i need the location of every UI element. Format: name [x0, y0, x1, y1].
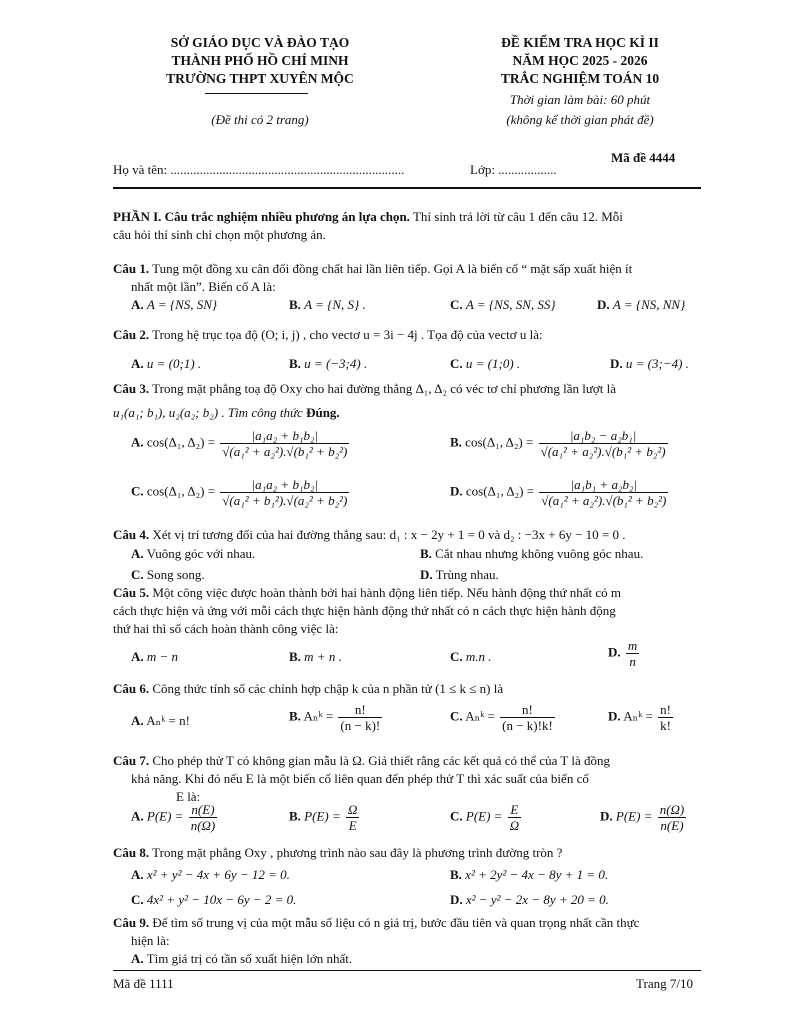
question-5-cont: cách thực hiện và ứng với mỗi cách thực hiện hành động thứ nhất có n cách thực hiện hành động: [113, 603, 616, 618]
exam-header: [455, 34, 705, 88]
footer-divider: [113, 970, 701, 971]
q9-option-a[interactable]: A. Tìm giá trị có tần số xuất hiện lớn nhất.: [131, 951, 353, 966]
q4-option-b[interactable]: B. Cắt nhau nhưng không vuông góc nhau.: [420, 546, 644, 561]
question-6: Câu 6. Công thức tính số các chỉnh hợp chập k của n phần tử (1 ≤ k ≤ n) là: [113, 681, 504, 696]
school-name: TRƯỜNG THPT XUYÊN MỘC: [166, 71, 354, 86]
q6-option-b[interactable]: B. Aₙᵏ = $\frac{n!}{(n - k)!}$: [289, 702, 381, 733]
q5-d-fraction: $\frac{m}{n}$: [627, 638, 638, 669]
name-field: Họ và tên: ........................................................................: [113, 162, 405, 177]
q1-option-a[interactable]: A. A = {NS, SN}: [131, 297, 218, 312]
q1-option-b[interactable]: B. A = {N, S} .: [289, 297, 366, 312]
question-7-cont: khả năng. Khi đó nếu E là một biến cố liên quan đến phép thử T thì xác suất của biến cố: [131, 771, 589, 786]
header-underline: [205, 93, 308, 94]
question-9-cont: hiện là:: [131, 933, 170, 948]
q8-option-a[interactable]: A. x² + y² − 4x + 6y − 12 = 0.: [131, 867, 290, 882]
q4-option-c[interactable]: C. Song song.: [131, 567, 205, 582]
page-count-note: (Đề thi có 2 trang): [211, 112, 309, 127]
q4-option-a[interactable]: A. Vuông góc với nhau.: [131, 546, 256, 561]
question-5: Câu 5. Một công việc được hoàn thành bởi hai hành động liên tiếp. Nếu hành động thứ nhất có m: [113, 585, 622, 600]
q3-option-c[interactable]: C. cos(Δ₁, Δ₂) = $\frac{\text{|a₁a₂ + b₁b₂|}}{\text{√(a₁² + b₁²).√(a₂² + b₂²)}}$: [131, 477, 348, 508]
q7-d-fraction: $\frac{n(\Omega)}{n(E)}$: [659, 802, 685, 833]
q6-d-fraction: $\frac{n!}{k!}$: [660, 702, 671, 733]
footer-exam-code: Mã đề 1111: [113, 976, 174, 991]
q7-b-fraction: $\frac{\Omega}{E}$: [347, 802, 358, 833]
q3-option-d[interactable]: D. cos(Δ₁, Δ₂) = $\frac{\text{|a₁b₁ + a₂b₂|}}{\text{√(a₁² + a₂²).√(b₁² + b₂²)}}$: [450, 477, 667, 508]
q4-option-d[interactable]: D. Trùng nhau.: [420, 567, 499, 582]
part1-desc: Thí sinh trả lời từ câu 1 đến câu 12. Mỗi: [409, 209, 623, 224]
q1-option-c[interactable]: C. A = {NS, SN, SS}: [450, 297, 556, 312]
q8-option-c[interactable]: C. 4x² + y² − 10x − 6y − 2 = 0.: [131, 892, 297, 907]
q3-option-b[interactable]: B. cos(Δ₁, Δ₂) = $\frac{\text{|a₁b₂ − a₂b₁|}}{\text{√(a₁² + a₂²).√(b₁² + b₂²)}}$: [450, 428, 666, 459]
q8-option-b[interactable]: B. x² + 2y² − 4x − 8y + 1 = 0.: [450, 867, 609, 882]
q7-option-d[interactable]: D. P(E) = $\frac{n(\Omega)}{n(E)}$: [600, 802, 685, 833]
question-8: Câu 8. Trong mặt phẳng Oxy , phương trình nào sau đây là phương trình đường tròn ?: [113, 845, 563, 860]
q7-option-b[interactable]: B. P(E) = $\frac{\Omega}{E}$: [289, 802, 358, 833]
header-divider: [113, 187, 701, 189]
q7-a-fraction: $\frac{n(E)}{n(\Omega)}$: [190, 802, 216, 833]
school-header: [140, 34, 380, 88]
q6-c-fraction: $\frac{n!}{(n - k)!k!}$: [502, 702, 553, 733]
q3-b-fraction: $\frac{\text{|a₁b₂ − a₂b₁|}}{\text{√(a₁² + a₂²).√(b₁² + b₂²)}}$: [540, 428, 666, 459]
q7-c-fraction: $\frac{E}{\Omega}$: [509, 802, 520, 833]
exam-code: Mã đề 4444: [611, 150, 676, 165]
time-note: Thời gian làm bài: 60 phút: [509, 92, 651, 107]
q2-option-c[interactable]: C. u = (1;0) .: [450, 356, 521, 371]
q6-option-c[interactable]: C. Aₙᵏ = $\frac{n!}{(n - k)!k!}$: [450, 702, 553, 733]
time-note-2: (không kể thời gian phát đề): [506, 112, 654, 127]
q5-option-c[interactable]: C. m.n .: [450, 649, 492, 664]
question-4: Câu 4. Xét vị trí tương đối của hai đường thẳng sau: d₁ : x − 2y + 1 = 0 và d₂ : −3x + 6y − 10 = 0 .: [113, 527, 626, 542]
q3-option-a[interactable]: A. cos(Δ₁, Δ₂) = $\frac{\text{|a₁a₂ + b₁b₂|}}{\text{√(a₁² + a₂²).√(b₁² + b₂²)}}$: [131, 428, 348, 459]
dept-name: SỞ GIÁO DỤC VÀ ĐÀO TẠO: [170, 35, 350, 50]
question-5-cont-2: thứ hai thì số cách hoàn thành công việc là:: [113, 621, 339, 636]
q2-option-b[interactable]: B. u = (−3;4) .: [289, 356, 368, 371]
q6-b-fraction: $\frac{n!}{(n - k)!}$: [340, 702, 381, 733]
subject: TRẮC NGHIỆM TOÁN 10: [500, 71, 660, 86]
q6-option-d[interactable]: D. Aₙᵏ = $\frac{n!}{k!}$: [608, 702, 671, 733]
q2-option-d[interactable]: D. u = (3;−4) .: [610, 356, 689, 371]
q7-option-a[interactable]: A. P(E) = $\frac{n(E)}{n(\Omega)}$: [131, 802, 216, 833]
question-1: Câu 1. Tung một đồng xu cân đối đồng chất hai lần liên tiếp. Gọi A là biến cố “ mặt sấp xuất hiện ít: [113, 261, 633, 276]
q8-option-d[interactable]: D. x² − y² − 2x − 8y + 20 = 0.: [450, 892, 609, 907]
question-3-cont: u₁(a₁; b₁), u₂(a₂; b₂) . Tìm công thức Đúng.: [113, 405, 340, 420]
q3-c-fraction: $\frac{\text{|a₁a₂ + b₁b₂|}}{\text{√(a₁² + b₁²).√(a₂² + b₂²)}}$: [222, 477, 348, 508]
question-1-cont: nhất một lần”. Biến cố A là:: [131, 279, 276, 294]
part1-intro: [113, 208, 623, 225]
q2-option-a[interactable]: A. u = (0;1) .: [131, 356, 202, 371]
part1-desc-2: câu hỏi thí sinh chỉ chọn một phương án.: [113, 227, 326, 242]
part1-title: PHẦN I. Câu trắc nghiệm nhiều phương án lựa chọn.: [113, 209, 410, 224]
q3-a-fraction: $\frac{\text{|a₁a₂ + b₁b₂|}}{\text{√(a₁² + a₂²).√(b₁² + b₂²)}}$: [222, 428, 348, 459]
question-7: Câu 7. Cho phép thử T có không gian mẫu là Ω. Giả thiết rằng các kết quả có thể của T là đồng: [113, 753, 611, 768]
question-9: Câu 9. Để tìm số trung vị của một mẫu số liệu có n giá trị, bước đầu tiên và quan trọng nhất cần thực: [113, 915, 640, 930]
question-3: Câu 3. Trong mặt phẳng toạ độ Oxy cho hai đường thẳng Δ₁, Δ₂ có véc tơ chỉ phương lần lượt là: [113, 381, 617, 396]
q1-option-d[interactable]: D. A = {NS, NN}: [597, 297, 686, 312]
q6-option-a[interactable]: A. Aₙᵏ = n!: [131, 713, 190, 728]
page-number: Trang 7/10: [636, 976, 693, 991]
exam-title: ĐỀ KIỂM TRA HỌC KÌ II: [501, 35, 659, 50]
city-name: THÀNH PHỐ HỒ CHÍ MINH: [171, 53, 349, 68]
school-year: NĂM HỌC 2025 - 2026: [512, 53, 648, 68]
question-7-cont-2: E là:: [176, 789, 201, 804]
q5-option-d[interactable]: D. $\frac{m}{n}$: [608, 638, 638, 669]
q5-option-a[interactable]: A. m − n: [131, 649, 179, 664]
q5-option-b[interactable]: B. m + n .: [289, 649, 342, 664]
q7-option-c[interactable]: C. P(E) = $\frac{E}{\Omega}$: [450, 802, 520, 833]
class-field: Lớp: ..................: [470, 162, 557, 177]
question-2: Câu 2. Trong hệ trục tọa độ (O; i, j) , cho vectơ u = 3i − 4j . Tọa độ của vectơ u là:: [113, 327, 543, 342]
q3-d-fraction: $\frac{\text{|a₁b₁ + a₂b₂|}}{\text{√(a₁² + a₂²).√(b₁² + b₂²)}}$: [541, 477, 667, 508]
